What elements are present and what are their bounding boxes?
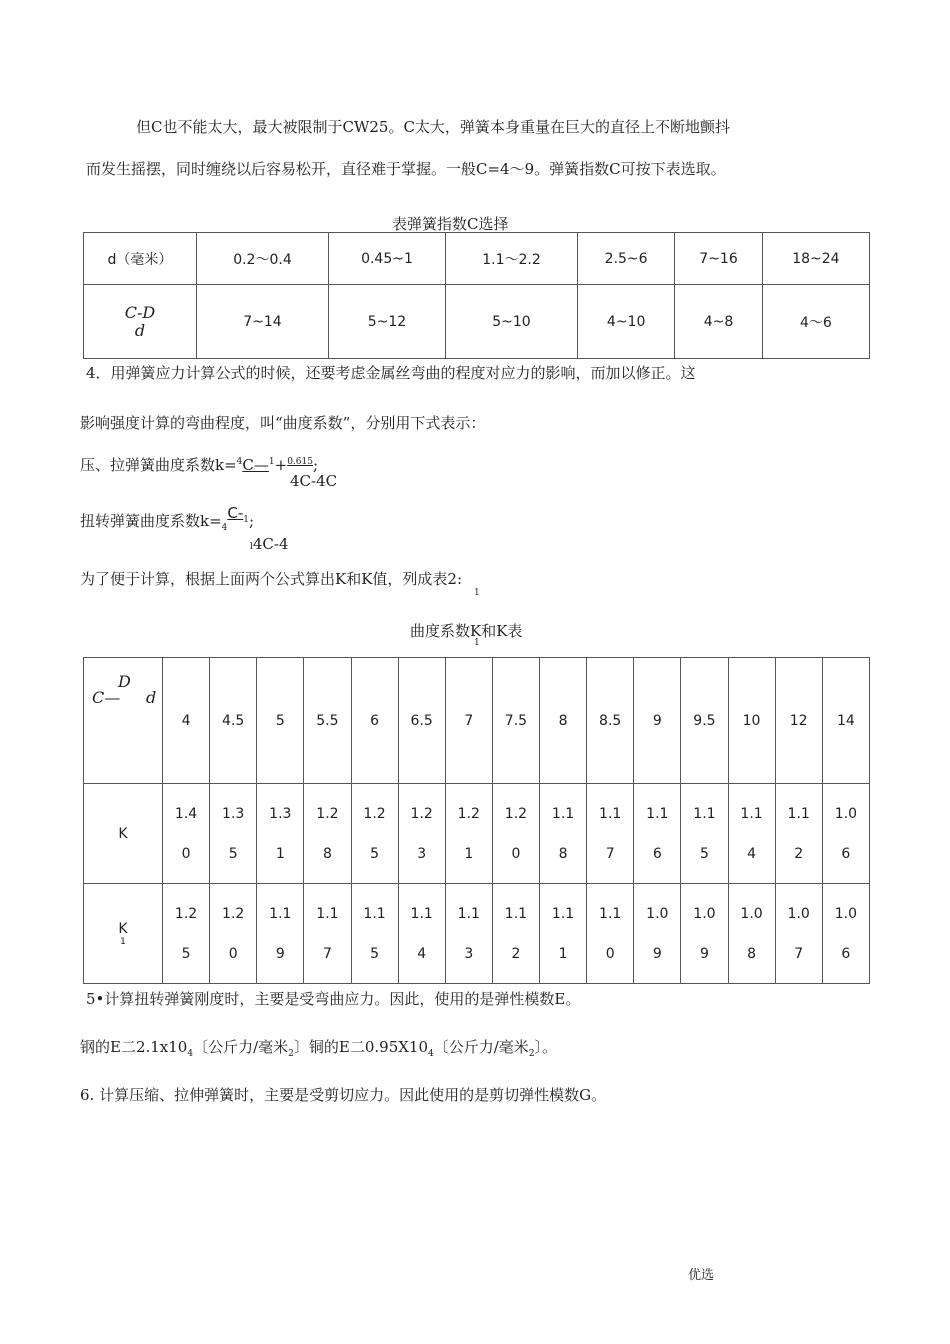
table-cell — [728, 884, 775, 984]
cell-top: 1.1 — [269, 905, 292, 922]
paragraph-1-line-1: 但C也不能太大，最大被限制于CW25。C太大，弹簧本身重量在巨大的直径上不断地颤抖 — [136, 118, 730, 136]
table-1-caption: 表弹簧指数C选择 — [392, 215, 509, 233]
table-cell: 2.5~6 — [577, 233, 674, 285]
table-cell — [257, 884, 304, 984]
formula-1-end: ; — [312, 456, 319, 474]
table-cell: 8 — [540, 658, 587, 784]
table-cell: 14 — [822, 658, 869, 784]
cell-bottom: 8 — [558, 845, 568, 862]
cell-top: 1.2 — [174, 905, 198, 922]
table-cell — [540, 884, 587, 984]
cell-bottom: 6 — [841, 845, 851, 862]
formula-d-right: d — [146, 688, 157, 707]
cell-top: 1.1 — [646, 805, 669, 822]
table-cell: 4〜6 — [762, 285, 869, 359]
table-cell — [587, 884, 634, 984]
table-cell: 0.45~1 — [328, 233, 445, 285]
table-cell: 9.5 — [681, 658, 728, 784]
formula-2-sub: 4 — [221, 523, 228, 533]
text-span: 〔公斤力/毫米 — [433, 1038, 529, 1056]
table-cell: 4.5 — [210, 658, 257, 784]
cell-bottom: 5 — [370, 945, 380, 962]
cell-bottom: 5 — [228, 845, 238, 862]
formula-c-left: C— — [92, 688, 121, 707]
table-2-caption: 曲度系数K和K表 — [410, 622, 523, 640]
table-cell: 7 — [445, 658, 492, 784]
formula-2-pre-denominator: l — [250, 542, 253, 552]
cell-bottom: 7 — [605, 845, 615, 862]
cell-bottom: 1 — [464, 845, 474, 862]
table-cell — [163, 884, 210, 984]
table-cell — [540, 784, 587, 884]
cell-bottom: 6 — [652, 845, 662, 862]
table-cell — [681, 784, 728, 884]
table-header-cell: d（毫米） — [84, 233, 197, 285]
formula-2-sub: 1 — [243, 515, 250, 525]
table-cell: 5 — [257, 658, 304, 784]
cell-bottom: 0 — [605, 945, 615, 962]
formula-2-denominator — [250, 535, 289, 553]
table-cell — [304, 784, 351, 884]
table-cell: 18~24 — [762, 233, 869, 285]
table-cell: 1.1〜2.2 — [446, 233, 578, 285]
table-header-cell: K — [84, 784, 163, 884]
cell-top: 1.1 — [410, 905, 433, 922]
cell-bottom: 3 — [464, 945, 474, 962]
cell-bottom: 5 — [699, 845, 709, 862]
table-cell: 6.5 — [398, 658, 445, 784]
table-cell — [304, 884, 351, 984]
paragraph-4-line-3: 为了便于计算，根据上面两个公式算出K和K值，列成表2: — [80, 570, 463, 588]
paragraph-4-line-2: 影响强度计算的弯曲程度，叫“曲度系数”，分别用下式表示： — [80, 414, 486, 432]
formula-1-prefix: 压、拉弹簧曲度系数k= — [80, 456, 237, 474]
formula-d-top: D — [118, 672, 131, 691]
cell-top: 1.0 — [787, 905, 810, 922]
cell-bottom: 6 — [841, 945, 851, 962]
cell-bottom: 4 — [747, 845, 757, 862]
cell-top: 1.2 — [410, 805, 433, 822]
cell-bottom: 5 — [370, 845, 380, 862]
table-cell — [351, 884, 398, 984]
cell-bottom: 7 — [322, 945, 332, 962]
table-cell — [210, 884, 257, 984]
cell-top: 1.1 — [551, 805, 575, 822]
paragraph-4-line-1: 4．用弹簧应力计算公式的时候，还要考虑金属丝弯曲的程度对应力的影响，而加以修正。这 — [86, 364, 696, 382]
table-cell — [351, 784, 398, 884]
table-cell — [398, 884, 445, 984]
cell-top: 1.1 — [316, 905, 339, 922]
table-cell: 10 — [728, 658, 775, 784]
cell-bottom: 0 — [181, 845, 191, 862]
table-cell: 4~8 — [675, 285, 762, 359]
cell-bottom: 9 — [652, 945, 662, 962]
subscript: 4 — [187, 1049, 194, 1059]
cell-top: 1.2 — [363, 805, 386, 822]
table-row — [84, 884, 870, 984]
table-cell — [775, 884, 822, 984]
cell-top: 1.1 — [551, 905, 575, 922]
paragraph-4-line-3-subscript: 1 — [474, 588, 480, 598]
k1-label: K — [118, 920, 128, 937]
table-cell: 4~10 — [577, 285, 674, 359]
cell-top: 1.1 — [740, 805, 763, 822]
table-2-caption-subscript: 1 — [474, 638, 480, 648]
table-cell — [492, 884, 539, 984]
table-cell: 7~16 — [675, 233, 762, 285]
table-cell — [822, 784, 869, 884]
table-cell — [210, 784, 257, 884]
formula-2-denominator-text: 4C-4 — [252, 535, 289, 553]
cell-top: 1.1 — [457, 905, 480, 922]
formula-2-main: C- — [227, 504, 244, 522]
cell-bottom: 2 — [794, 845, 804, 862]
formula-c-d: C-D — [124, 302, 156, 322]
table-cell — [634, 784, 681, 884]
subscript: 4 — [428, 1049, 434, 1059]
formula-1-sup: 1 — [268, 457, 275, 467]
table-cell — [445, 884, 492, 984]
cell-bottom: 7 — [794, 945, 804, 962]
formula-2-end: ; — [249, 512, 255, 530]
cell-bottom: 1 — [275, 845, 285, 862]
cell-top: 1.2 — [504, 805, 528, 822]
spring-index-table — [83, 232, 870, 359]
formula-2-prefix: 扭转弹簧曲度系数k= — [80, 512, 222, 530]
table-cell — [681, 884, 728, 984]
formula-1-sup: 4 — [236, 457, 243, 467]
table-header-cell — [84, 884, 163, 984]
table-cell — [163, 784, 210, 884]
table-cell: 5~10 — [446, 285, 578, 359]
cell-top: 1.4 — [174, 805, 198, 822]
formula-1-denominator: 4C-4C — [290, 472, 338, 490]
cell-bottom: 2 — [511, 945, 521, 962]
table-cell: 5.5 — [304, 658, 351, 784]
paragraph-1-line-2: 而发生摇摆，同时缠绕以后容易松开，直径难于掌握。一般C=4〜9。弹簧指数C可按下表选取。 — [86, 160, 726, 178]
table-cell: 4 — [163, 658, 210, 784]
formula-1 — [80, 454, 318, 475]
cell-top: 1.1 — [599, 805, 622, 822]
paragraph-5-line-1: 5•计算扭转弹簧刚度时，主要是受弯曲应力。因此，使用的是弹性模数E。 — [86, 990, 581, 1008]
subscript: 2 — [288, 1049, 294, 1059]
cell-top: 1.1 — [599, 905, 622, 922]
table-cell: 6 — [351, 658, 398, 784]
table-row — [84, 233, 870, 285]
cell-bottom: 8 — [322, 845, 332, 862]
formula-1-plus: + — [274, 456, 288, 474]
cell-bottom: 0 — [228, 945, 238, 962]
table-cell: 12 — [775, 658, 822, 784]
k1-label-subscript: 1 — [120, 936, 126, 947]
table-header-cell — [84, 658, 163, 784]
cell-bottom: 9 — [699, 945, 709, 962]
table-cell — [822, 884, 869, 984]
cell-top: 1.2 — [457, 805, 480, 822]
table-cell — [492, 784, 539, 884]
formula-2 — [80, 504, 255, 533]
page-footer: 优选 — [688, 1268, 715, 1283]
cell-top: 1.0 — [834, 905, 857, 922]
table-cell — [587, 784, 634, 884]
cell-top: 1.0 — [834, 805, 857, 822]
formula-1-sup: 0.615 — [287, 457, 313, 467]
subscript: 2 — [528, 1049, 535, 1059]
table-row — [84, 658, 870, 784]
table-cell: 7.5 — [492, 658, 539, 784]
cell-bottom: 0 — [511, 845, 521, 862]
text-span: 〕铜的E二0.95X10 — [293, 1038, 429, 1056]
cell-top: 1.0 — [740, 905, 763, 922]
cell-top: 1.0 — [693, 905, 716, 922]
formula-d: d — [134, 320, 146, 340]
table-header-cell — [84, 285, 197, 359]
table-cell — [775, 784, 822, 884]
cell-bottom: 3 — [417, 845, 427, 862]
text-span: 钢的E二2.1x10 — [80, 1038, 188, 1056]
cell-bottom: 4 — [417, 945, 427, 962]
cell-top: 1.1 — [504, 905, 528, 922]
table-cell: 9 — [634, 658, 681, 784]
table-cell — [728, 784, 775, 884]
cell-top: 1.3 — [269, 805, 292, 822]
cell-top: 1.2 — [316, 805, 339, 822]
table-cell — [445, 784, 492, 884]
table-row — [84, 784, 870, 884]
cell-bottom: 5 — [181, 945, 191, 962]
curvature-coefficient-table — [83, 657, 870, 984]
cell-top: 1.1 — [363, 905, 386, 922]
paragraph-5-line-2 — [80, 1036, 557, 1059]
table-cell: 8.5 — [587, 658, 634, 784]
cell-top: 1.3 — [222, 805, 245, 822]
table-cell: 7~14 — [197, 285, 329, 359]
cell-bottom: 1 — [558, 945, 568, 962]
table-cell — [257, 784, 304, 884]
cell-top: 1.2 — [222, 905, 245, 922]
cell-top: 1.0 — [646, 905, 669, 922]
table-cell — [398, 784, 445, 884]
text-span: 〔公斤力/毫米 — [193, 1038, 289, 1056]
cell-bottom: 8 — [747, 945, 757, 962]
table-cell — [634, 884, 681, 984]
cell-top: 1.1 — [693, 805, 716, 822]
paragraph-6-line-1: 6. 计算压缩、拉伸弹簧时，主要是受剪切应力。因此使用的是剪切弹性模数G。 — [80, 1086, 607, 1104]
formula-1-main: C— — [242, 456, 269, 474]
cell-top: 1.1 — [787, 805, 810, 822]
table-cell: 5~12 — [328, 285, 445, 359]
table-cell: 0.2〜0.4 — [197, 233, 329, 285]
table-row — [84, 285, 870, 359]
text-span: 〕。 — [534, 1038, 558, 1056]
cell-bottom: 9 — [275, 945, 285, 962]
